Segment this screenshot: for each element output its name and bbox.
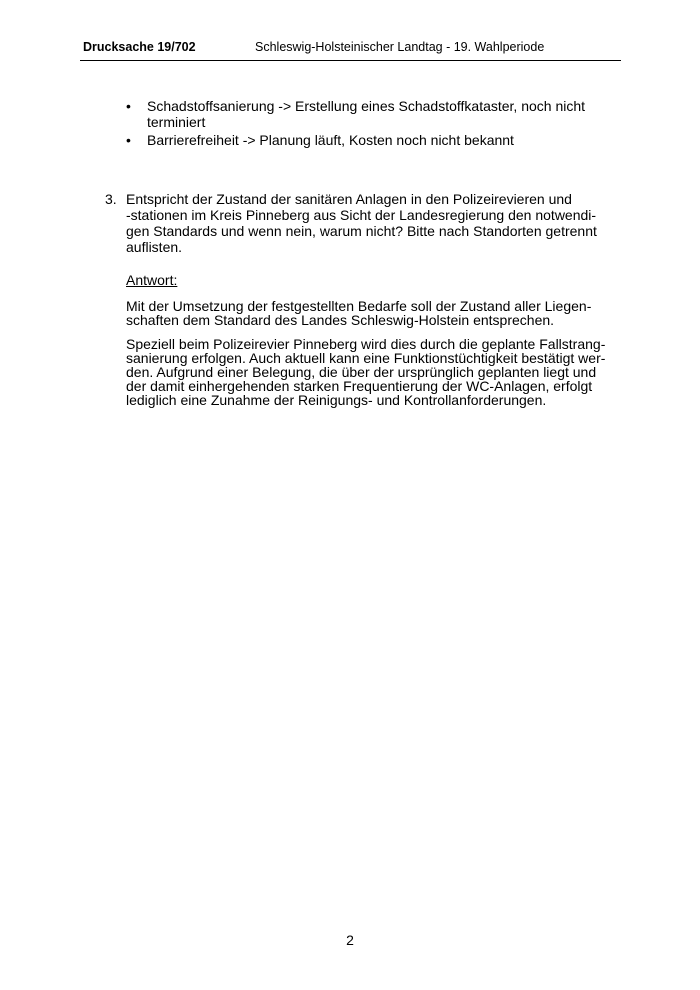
bullet-list: [0, 98, 700, 150]
answer-line: den. Aufgrund einer Belegung, die über der ursprünglich geplanten liegt und: [126, 364, 597, 380]
answer-line: Speziell beim Polizeirevier Pinneberg wird dies durch die geplante Fallstrang-: [126, 336, 606, 352]
page-number: 2: [346, 932, 354, 948]
question-line: Entspricht der Zustand der sanitären Anlagen in den Polizeirevieren und: [126, 191, 572, 207]
answer-line: lediglich eine Zunahme der Reinigungs- und Kontrollanforderungen.: [126, 392, 547, 408]
list-item: [0, 98, 607, 130]
document-number: Drucksache 19/702: [83, 40, 196, 54]
answer-line: schaften dem Standard des Landes Schleswig-Holstein entsprechen.: [126, 312, 555, 328]
bullet-icon: •: [126, 132, 131, 148]
question-line: gen Standards und wenn nein, warum nicht? Bitte nach Standorten getrennt: [126, 223, 597, 239]
list-item: [0, 132, 607, 148]
bullet-text: Schadstoffsanierung -> Erstellung eines Schadstoffkataster, noch nicht terminiert: [147, 98, 586, 130]
answer-line: sanierung erfolgen. Auch aktuell kann eine Funktionstüchtigkeit bestätigt wer-: [126, 350, 606, 366]
question-number: 3.: [105, 191, 117, 207]
question-line: auflisten.: [126, 239, 183, 255]
bullet-text: Barrierefreiheit -> Planung läuft, Kosten noch nicht bekannt: [147, 132, 514, 148]
page-header: [80, 39, 621, 61]
answer-line: Mit der Umsetzung der festgestellten Bedarfe soll der Zustand aller Liegen-: [126, 298, 592, 314]
answer-paragraph: [126, 299, 614, 327]
document-title: Schleswig-Holsteinischer Landtag - 19. Wahlperiode: [255, 40, 545, 54]
answer-label: Antwort:: [126, 272, 178, 288]
question-line: -stationen im Kreis Pinneberg aus Sicht der Landesregierung den notwendi-: [126, 207, 597, 223]
answer-line: der damit einhergehenden starken Frequentierung der WC-Anlagen, erfolgt: [126, 378, 593, 394]
answer-paragraph: [126, 337, 614, 407]
bullet-icon: •: [126, 98, 131, 114]
question-text: [126, 191, 606, 255]
